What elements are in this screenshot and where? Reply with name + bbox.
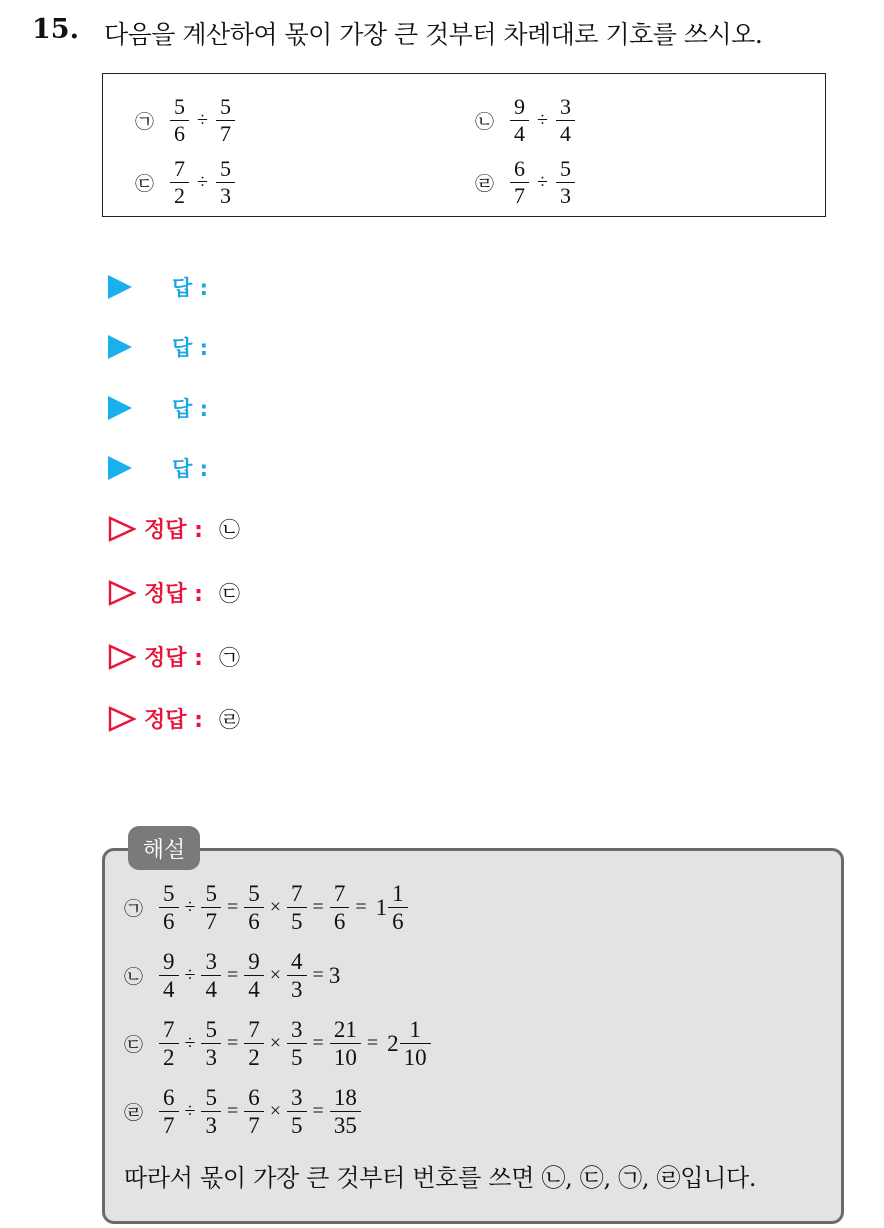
equals-sign: = bbox=[226, 1100, 239, 1122]
question-text: 다음을 계산하여 몫이 가장 큰 것부터 차례대로 기호를 쓰시오. bbox=[104, 20, 763, 49]
problem-item bbox=[475, 158, 576, 207]
equals-sign: = bbox=[226, 1032, 239, 1054]
fraction: $\frac{9}{4}$ bbox=[512, 96, 527, 145]
fraction: $\frac{4}{3}$ bbox=[289, 950, 305, 1001]
outline-triangle-icon bbox=[108, 706, 136, 732]
explanation-line bbox=[124, 950, 340, 1001]
answer-row[interactable] bbox=[108, 332, 208, 362]
correct-answer-row bbox=[108, 641, 240, 672]
multiply-sign: × bbox=[269, 896, 282, 918]
division-sign: ÷ bbox=[197, 171, 208, 193]
fraction: $\frac{5}{3}$ bbox=[203, 1086, 219, 1137]
fraction: $\frac{6}{7}$ bbox=[512, 158, 527, 207]
fraction: $\frac{5}{6}$ bbox=[246, 882, 262, 933]
fraction: $\frac{9}{4}$ bbox=[246, 950, 262, 1001]
equals-sign: = bbox=[312, 1032, 324, 1054]
fraction: $\frac{7}{2}$ bbox=[172, 158, 187, 207]
problem-item bbox=[475, 96, 576, 145]
equals-sign: = bbox=[366, 1032, 379, 1054]
fraction: $\frac{3}{4}$ bbox=[558, 96, 573, 145]
mixed-whole: 2 bbox=[387, 1030, 399, 1056]
problem-item bbox=[135, 158, 236, 207]
division-sign: ÷ bbox=[537, 171, 548, 193]
fraction: $\frac{5}{6}$ bbox=[161, 882, 177, 933]
correct-label: 정답 : bbox=[144, 708, 203, 733]
correct-value: ㉣ bbox=[218, 707, 240, 732]
play-triangle-icon bbox=[108, 275, 132, 299]
outline-triangle-icon bbox=[108, 580, 136, 606]
explanation-conclusion: 따라서 몫이 가장 큰 것부터 번호를 쓰면 ㉡, ㉢, ㉠, ㉣입니다. bbox=[124, 1164, 757, 1192]
answer-row[interactable] bbox=[108, 272, 208, 302]
fraction: $\frac{7}{2}$ bbox=[161, 1018, 177, 1069]
fraction: $\frac{3}{5}$ bbox=[289, 1018, 305, 1069]
division-sign: ÷ bbox=[184, 964, 196, 986]
multiply-sign: × bbox=[269, 1032, 282, 1054]
fraction: $\frac{1}{10}$ bbox=[402, 1018, 429, 1069]
outline-triangle-icon bbox=[108, 516, 136, 542]
outline-triangle-icon bbox=[108, 644, 136, 670]
fraction: $\frac{6}{7}$ bbox=[246, 1086, 262, 1137]
equals-sign: = bbox=[312, 964, 324, 986]
correct-value: ㉡ bbox=[218, 517, 240, 542]
fraction: $\frac{7}{6}$ bbox=[332, 882, 348, 933]
problem-mark: ㉣ bbox=[475, 173, 495, 195]
result-value: 3 bbox=[328, 962, 341, 988]
fraction: $\frac{5}{6}$ bbox=[172, 96, 187, 145]
equals-sign: = bbox=[312, 896, 324, 918]
question-number: 15. bbox=[32, 14, 79, 45]
problem-mark: ㉠ bbox=[135, 111, 155, 133]
fraction: $\frac{5}{7}$ bbox=[218, 96, 233, 145]
mixed-whole: 1 bbox=[375, 894, 388, 920]
answer-row[interactable] bbox=[108, 453, 208, 483]
correct-label: 정답 : bbox=[144, 582, 203, 607]
problem-item bbox=[135, 96, 236, 145]
fraction: $\frac{18}{35}$ bbox=[332, 1086, 359, 1137]
item-mark: ㉡ bbox=[124, 966, 144, 988]
explanation-line bbox=[124, 1086, 362, 1137]
fraction: $\frac{6}{7}$ bbox=[161, 1086, 177, 1137]
fraction: $\frac{7}{2}$ bbox=[246, 1018, 262, 1069]
fraction: $\frac{3}{5}$ bbox=[289, 1086, 305, 1137]
division-sign: ÷ bbox=[184, 896, 196, 918]
division-sign: ÷ bbox=[184, 1100, 196, 1122]
play-triangle-icon bbox=[108, 396, 132, 420]
fraction: $\frac{9}{4}$ bbox=[161, 950, 177, 1001]
fraction: $\frac{5}{3}$ bbox=[203, 1018, 219, 1069]
fraction: $\frac{3}{4}$ bbox=[203, 950, 219, 1001]
correct-label: 정답 : bbox=[144, 646, 203, 671]
correct-answer-row bbox=[108, 577, 240, 608]
fraction: $\frac{5}{3}$ bbox=[558, 158, 573, 207]
correct-label: 정답 : bbox=[144, 518, 203, 543]
problem-mark: ㉢ bbox=[135, 173, 155, 195]
fraction: $\frac{21}{10}$ bbox=[332, 1018, 359, 1069]
item-mark: ㉠ bbox=[124, 898, 144, 920]
play-triangle-icon bbox=[108, 456, 132, 480]
correct-answer-row bbox=[108, 513, 240, 544]
answer-label: 답 : bbox=[172, 397, 208, 421]
fraction: $\frac{1}{6}$ bbox=[390, 882, 406, 933]
fraction: $\frac{5}{7}$ bbox=[203, 882, 219, 933]
problem-box bbox=[102, 73, 826, 217]
answer-label: 답 : bbox=[172, 336, 208, 360]
fraction: $\frac{7}{5}$ bbox=[289, 882, 305, 933]
equals-sign: = bbox=[226, 896, 239, 918]
explanation-line bbox=[124, 1018, 432, 1069]
equals-sign: = bbox=[312, 1100, 324, 1122]
division-sign: ÷ bbox=[197, 109, 208, 131]
problem-mark: ㉡ bbox=[475, 111, 495, 133]
division-sign: ÷ bbox=[537, 109, 548, 131]
play-triangle-icon bbox=[108, 335, 132, 359]
explanation-line bbox=[124, 882, 409, 933]
correct-value: ㉠ bbox=[218, 645, 240, 670]
equals-sign: = bbox=[226, 964, 239, 986]
answer-label: 답 : bbox=[172, 457, 208, 481]
correct-answer-row bbox=[108, 703, 240, 734]
item-mark: ㉢ bbox=[124, 1034, 144, 1056]
multiply-sign: × bbox=[269, 1100, 282, 1122]
division-sign: ÷ bbox=[184, 1032, 196, 1054]
item-mark: ㉣ bbox=[124, 1102, 144, 1124]
answer-label: 답 : bbox=[172, 276, 208, 300]
multiply-sign: × bbox=[269, 964, 282, 986]
answer-row[interactable] bbox=[108, 393, 208, 423]
explanation-tag: 해설 bbox=[128, 826, 200, 870]
fraction: $\frac{5}{3}$ bbox=[218, 158, 233, 207]
equals-sign: = bbox=[355, 896, 367, 918]
correct-value: ㉢ bbox=[218, 581, 240, 606]
